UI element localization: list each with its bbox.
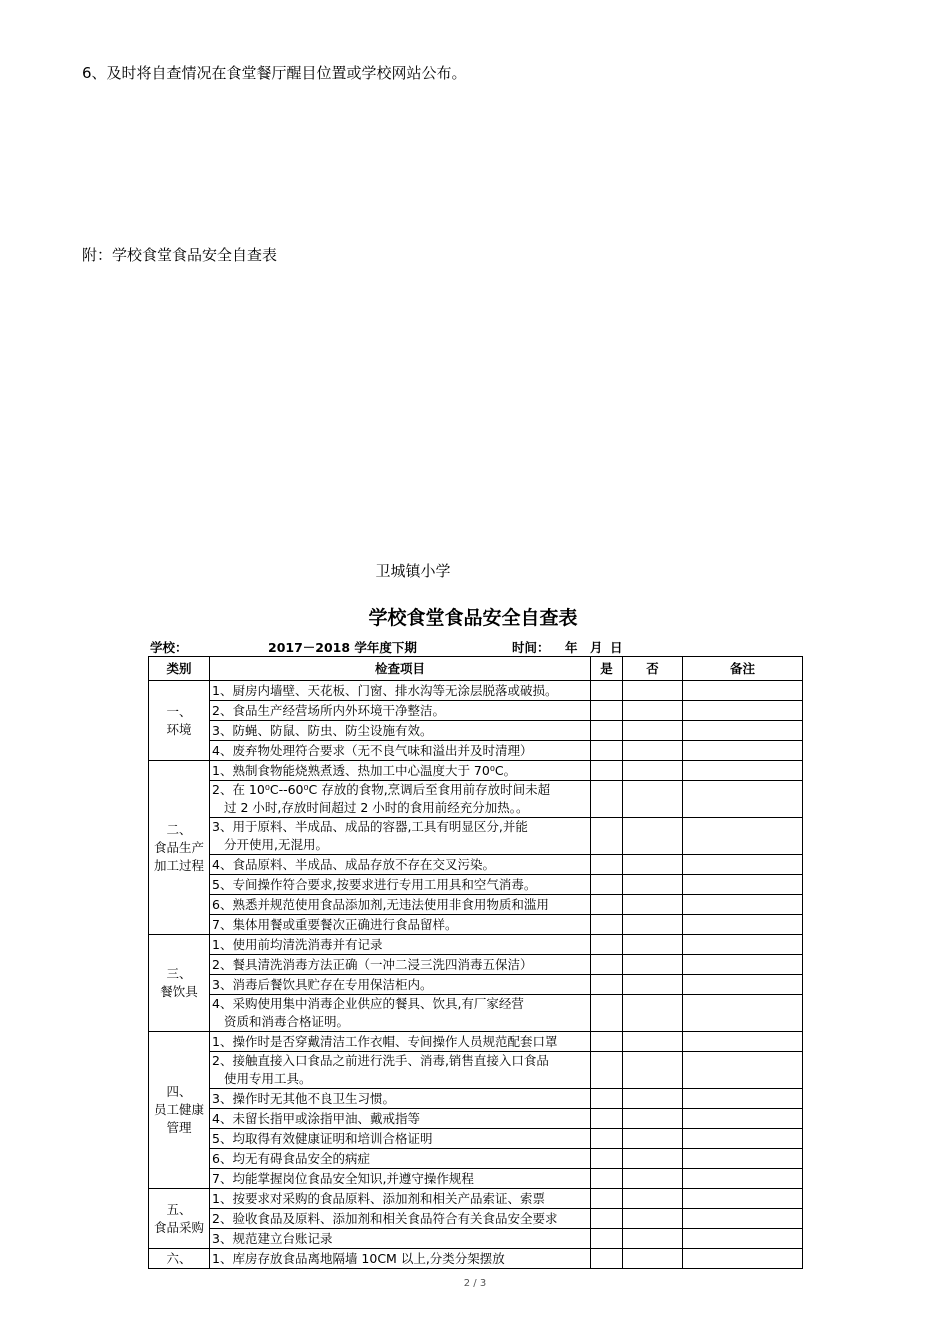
school-name-heading: 卫城镇小学 — [375, 562, 451, 580]
category-label-line: 食品生产 — [153, 839, 204, 855]
no-cell[interactable] — [623, 995, 683, 1032]
no-cell[interactable] — [623, 1169, 683, 1189]
remark-cell[interactable] — [683, 915, 803, 935]
check-item-cell — [210, 975, 591, 995]
yes-cell[interactable] — [591, 895, 623, 915]
check-item-text: 1、操作时是否穿戴清洁工作衣帽、专间操作人员规范配套口罩 — [212, 1033, 558, 1049]
category-label-line: 一、 — [166, 703, 192, 719]
table-row — [149, 1149, 803, 1169]
no-cell[interactable] — [623, 855, 683, 875]
check-item-cell — [210, 1149, 591, 1169]
category-label-line: 加工过程 — [153, 857, 204, 873]
category-label-line: 四、 — [166, 1084, 192, 1099]
remark-cell[interactable] — [683, 1229, 803, 1249]
check-item-text: 资质和消毒合格证明。 — [224, 1014, 350, 1029]
remark-cell[interactable] — [683, 681, 803, 701]
no-cell[interactable] — [623, 701, 683, 721]
check-item-cell — [210, 855, 591, 875]
check-item-text: 1、库房存放食品离地隔墙 10CM 以上,分类分架摆放 — [212, 1250, 505, 1266]
yes-cell[interactable] — [591, 1249, 623, 1269]
yes-cell[interactable] — [591, 1149, 623, 1169]
check-item-cell — [210, 1089, 591, 1109]
date-year-label: 年 — [565, 640, 578, 655]
yes-cell[interactable] — [591, 1089, 623, 1109]
no-cell[interactable] — [623, 721, 683, 741]
remark-cell[interactable] — [683, 781, 803, 818]
no-cell[interactable] — [623, 1032, 683, 1052]
check-item-text: 使用专用工具。 — [224, 1071, 312, 1086]
form-title: 学校食堂食品安全自查表 — [368, 607, 578, 629]
check-item-text: 6、均无有碍食品安全的病症 — [212, 1150, 370, 1166]
no-cell[interactable] — [623, 1109, 683, 1129]
remark-cell[interactable] — [683, 955, 803, 975]
yes-cell[interactable] — [591, 818, 623, 855]
check-item-cell — [210, 1249, 591, 1269]
remark-cell[interactable] — [683, 1189, 803, 1209]
table-row — [149, 761, 803, 781]
header-yes: 是 — [591, 657, 623, 681]
yes-cell[interactable] — [591, 1229, 623, 1249]
check-item-cell — [210, 875, 591, 895]
check-item-cell — [210, 818, 591, 855]
table-row — [149, 1229, 803, 1249]
no-cell[interactable] — [623, 975, 683, 995]
remark-cell[interactable] — [683, 818, 803, 855]
remark-cell[interactable] — [683, 701, 803, 721]
category-label-line: 环境 — [166, 721, 192, 737]
remark-cell[interactable] — [683, 761, 803, 781]
table-row — [149, 1169, 803, 1189]
check-item-cell — [210, 1189, 591, 1209]
check-item-text: 5、专间操作符合要求,按要求进行专用工用具和空气消毒。 — [212, 876, 537, 892]
school-year-period: 2017－2018 学年度下期 — [268, 640, 417, 655]
header-category: 类别 — [149, 657, 210, 681]
table-row — [149, 1129, 803, 1149]
check-item-text: 2、接触直接入口食品之前进行洗手、消毒,销售直接入口食品 — [212, 1053, 549, 1068]
no-cell[interactable] — [623, 1209, 683, 1229]
date-month-label: 月 — [590, 640, 603, 655]
no-cell[interactable] — [623, 955, 683, 975]
check-item-text: 1、熟制食物能烧熟煮透、热加工中心温度大于 70⁰C。 — [212, 762, 517, 778]
check-item-text: 4、废弃物处理符合要求（无不良气味和溢出并及时清理） — [212, 742, 533, 758]
check-item-cell — [210, 995, 591, 1032]
category-cell — [149, 1249, 210, 1269]
remark-cell[interactable] — [683, 995, 803, 1032]
no-cell[interactable] — [623, 1229, 683, 1249]
table-body — [149, 681, 803, 1269]
check-item-cell — [210, 701, 591, 721]
check-item-text: 1、厨房内墙壁、天花板、门窗、排水沟等无涂层脱落或破损。 — [212, 682, 558, 698]
category-label-line: 餐饮具 — [160, 984, 198, 999]
table-row — [149, 681, 803, 701]
no-cell[interactable] — [623, 1149, 683, 1169]
check-item-text: 1、按要求对采购的食品原料、添加剂和相关产品索证、索票 — [212, 1190, 545, 1206]
check-item-text: 分开使用,无混用。 — [224, 837, 328, 852]
table-row — [149, 818, 803, 855]
intro-item-6: 6、及时将自查情况在食堂餐厅醒目位置或学校网站公布。 — [82, 64, 467, 82]
no-cell[interactable] — [623, 1089, 683, 1109]
page-number: 2 / 3 — [463, 1278, 487, 1289]
check-item-text: 3、防蝇、防鼠、防虫、防尘设施有效。 — [212, 722, 433, 738]
category-cell — [149, 1032, 210, 1189]
check-item-text: 4、未留长指甲或涂指甲油、戴戒指等 — [212, 1110, 420, 1126]
no-cell[interactable] — [623, 875, 683, 895]
check-item-cell — [210, 1052, 591, 1089]
remark-cell[interactable] — [683, 1089, 803, 1109]
yes-cell[interactable] — [591, 741, 623, 761]
no-cell[interactable] — [623, 1249, 683, 1269]
no-cell[interactable] — [623, 1129, 683, 1149]
table-row — [149, 995, 803, 1032]
appendix-label: 附：学校食堂食品安全自查表 — [82, 246, 278, 264]
yes-cell[interactable] — [591, 995, 623, 1032]
remark-cell[interactable] — [683, 721, 803, 741]
remark-cell[interactable] — [683, 1032, 803, 1052]
no-cell[interactable] — [623, 681, 683, 701]
school-label: 学校： — [150, 640, 188, 655]
category-cell — [149, 681, 210, 761]
category-label-line: 三、 — [166, 966, 192, 981]
table-row — [149, 1109, 803, 1129]
yes-cell[interactable] — [591, 975, 623, 995]
yes-cell[interactable] — [591, 761, 623, 781]
table-row — [149, 855, 803, 875]
table-row — [149, 721, 803, 741]
check-item-cell — [210, 1032, 591, 1052]
yes-cell[interactable] — [591, 1189, 623, 1209]
table-row — [149, 781, 803, 818]
table-row — [149, 935, 803, 955]
no-cell[interactable] — [623, 915, 683, 935]
remark-cell[interactable] — [683, 741, 803, 761]
header-remark: 备注 — [683, 657, 803, 681]
remark-cell[interactable] — [683, 855, 803, 875]
check-item-text: 7、集体用餐或重要餐次正确进行食品留样。 — [212, 916, 458, 932]
category-label-line: 五、 — [166, 1201, 192, 1217]
header-item: 检查项目 — [210, 657, 591, 681]
check-item-text: 过 2 小时,存放时间超过 2 小时的食用前经充分加热。。 — [224, 800, 529, 815]
no-cell[interactable] — [623, 781, 683, 818]
check-item-cell — [210, 895, 591, 915]
table-row — [149, 1209, 803, 1229]
remark-cell[interactable] — [683, 1249, 803, 1269]
table-row — [149, 701, 803, 721]
table-row — [149, 875, 803, 895]
yes-cell[interactable] — [591, 781, 623, 818]
check-item-text: 1、使用前均清洗消毒并有记录 — [212, 936, 383, 952]
no-cell[interactable] — [623, 1189, 683, 1209]
table-row — [149, 915, 803, 935]
yes-cell[interactable] — [591, 1109, 623, 1129]
check-item-text: 3、操作时无其他不良卫生习惯。 — [212, 1090, 395, 1106]
category-cell — [149, 1189, 210, 1249]
no-cell[interactable] — [623, 895, 683, 915]
remark-cell[interactable] — [683, 1149, 803, 1169]
table-row — [149, 975, 803, 995]
no-cell[interactable] — [623, 1052, 683, 1089]
category-label-line: 食品采购 — [153, 1219, 204, 1235]
yes-cell[interactable] — [591, 721, 623, 741]
remark-cell[interactable] — [683, 875, 803, 895]
check-item-text: 5、均取得有效健康证明和培训合格证明 — [212, 1130, 433, 1146]
check-item-cell — [210, 681, 591, 701]
remark-cell[interactable] — [683, 1169, 803, 1189]
time-label: 时间： — [512, 640, 550, 655]
remark-cell[interactable] — [683, 1052, 803, 1089]
remark-cell[interactable] — [683, 1209, 803, 1229]
check-item-text: 2、食品生产经营场所内外环境干净整洁。 — [212, 702, 445, 718]
table-row — [149, 1189, 803, 1209]
table-row — [149, 1249, 803, 1269]
check-item-cell — [210, 781, 591, 818]
yes-cell[interactable] — [591, 701, 623, 721]
check-item-cell — [210, 935, 591, 955]
yes-cell[interactable] — [591, 955, 623, 975]
no-cell[interactable] — [623, 761, 683, 781]
table-header-row — [149, 657, 803, 681]
check-item-text: 3、用于原料、半成品、成品的容器,工具有明显区分,并能 — [212, 819, 528, 834]
check-item-cell — [210, 955, 591, 975]
check-item-text: 3、规范建立台账记录 — [212, 1230, 333, 1246]
check-item-text: 3、消毒后餐饮具贮存在专用保洁柜内。 — [212, 976, 433, 992]
check-item-text: 6、熟悉并规范使用食品添加剂,无违法使用非食用物质和滥用 — [212, 896, 549, 912]
remark-cell[interactable] — [683, 1109, 803, 1129]
yes-cell[interactable] — [591, 1129, 623, 1149]
check-item-cell — [210, 1209, 591, 1229]
yes-cell[interactable] — [591, 855, 623, 875]
check-item-text: 2、验收食品及原料、添加剂和相关食品符合有关食品安全要求 — [212, 1210, 558, 1226]
category-label-line: 管理 — [166, 1120, 192, 1135]
check-item-cell — [210, 915, 591, 935]
yes-cell[interactable] — [591, 915, 623, 935]
check-item-text: 4、食品原料、半成品、成品存放不存在交叉污染。 — [212, 856, 495, 872]
category-label-line: 二、 — [166, 821, 192, 837]
category-cell — [149, 761, 210, 935]
check-item-cell — [210, 761, 591, 781]
check-item-text: 4、采购使用集中消毒企业供应的餐具、饮具,有厂家经营 — [212, 996, 524, 1011]
category-cell — [149, 935, 210, 1032]
remark-cell[interactable] — [683, 935, 803, 955]
check-item-cell — [210, 721, 591, 741]
check-item-cell — [210, 1229, 591, 1249]
yes-cell[interactable] — [591, 1209, 623, 1229]
header-no: 否 — [623, 657, 683, 681]
yes-cell[interactable] — [591, 935, 623, 955]
category-label-line: 员工健康 — [153, 1102, 204, 1117]
check-item-cell — [210, 1169, 591, 1189]
table-row — [149, 955, 803, 975]
table-row — [149, 895, 803, 915]
remark-cell[interactable] — [683, 1129, 803, 1149]
yes-cell[interactable] — [591, 1032, 623, 1052]
no-cell[interactable] — [623, 935, 683, 955]
check-item-cell — [210, 1129, 591, 1149]
no-cell[interactable] — [623, 741, 683, 761]
remark-cell[interactable] — [683, 975, 803, 995]
check-item-text: 7、均能掌握岗位食品安全知识,并遵守操作规程 — [212, 1170, 474, 1186]
yes-cell[interactable] — [591, 1169, 623, 1189]
self-inspection-table — [148, 656, 803, 1269]
check-item-cell — [210, 1109, 591, 1129]
category-label-line: 六、 — [166, 1250, 192, 1266]
yes-cell[interactable] — [591, 1052, 623, 1089]
date-day-label: 日 — [610, 640, 623, 655]
table-row — [149, 1032, 803, 1052]
table-row — [149, 1089, 803, 1109]
remark-cell[interactable] — [683, 895, 803, 915]
yes-cell[interactable] — [591, 681, 623, 701]
table-row — [149, 741, 803, 761]
check-item-cell — [210, 741, 591, 761]
check-item-text: 2、在 10⁰C--60⁰C 存放的食物,烹调后至食用前存放时间未超 — [212, 782, 551, 797]
check-item-text: 2、餐具清洗消毒方法正确（一冲二浸三洗四消毒五保洁） — [212, 956, 533, 972]
yes-cell[interactable] — [591, 875, 623, 895]
table-row — [149, 1052, 803, 1089]
no-cell[interactable] — [623, 818, 683, 855]
